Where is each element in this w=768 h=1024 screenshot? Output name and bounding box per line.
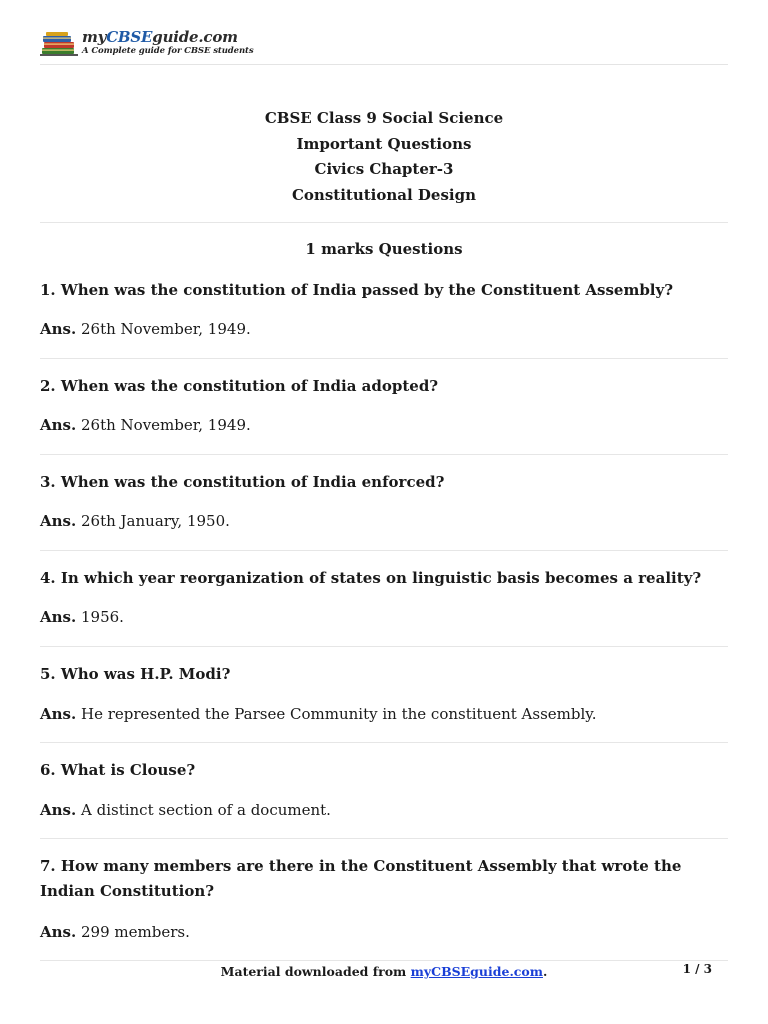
answer-text: He represented the Parsee Community in the constituent Assembly. xyxy=(81,705,597,723)
footer-period: . xyxy=(542,964,548,979)
question-3: 3. When was the constitution of India enforced? xyxy=(40,473,445,491)
answer-2 xyxy=(40,413,730,438)
section-heading: 1 marks Questions xyxy=(305,240,463,258)
divider xyxy=(40,838,728,839)
page-header xyxy=(40,26,728,65)
logo-wordmark: myCBSEguide.com xyxy=(82,28,238,47)
footer-text: Material downloaded from xyxy=(220,964,411,979)
title-line-topic: Constitutional Design xyxy=(291,185,477,204)
question-2: 2. When was the constitution of India adopted? xyxy=(40,377,439,395)
answer-3 xyxy=(40,509,730,534)
title-line-type: Important Questions xyxy=(296,134,472,153)
answer-label: Ans. xyxy=(40,320,77,338)
divider xyxy=(40,742,728,743)
title-line-class: CBSE Class 9 Social Science xyxy=(264,109,504,127)
question-7: 7. How many members are there in the Constituent Assembly that wrote the Indian Constitution? xyxy=(40,857,682,900)
answer-5 xyxy=(40,702,730,727)
divider xyxy=(40,454,728,455)
answer-1 xyxy=(40,317,730,342)
answer-7 xyxy=(40,920,730,945)
footer-site-link[interactable]: myCBSEguide.com xyxy=(410,964,543,979)
answer-text: 26th January, 1950. xyxy=(81,512,230,530)
answer-4 xyxy=(40,605,730,630)
site-logo[interactable] xyxy=(40,26,254,60)
question-4: 4. In which year reorganization of states on linguistic basis becomes a reality? xyxy=(40,569,702,587)
answer-text: 1956. xyxy=(81,608,124,626)
answer-label: Ans. xyxy=(40,705,77,723)
answer-text: 299 members. xyxy=(81,923,190,941)
footer-divider xyxy=(40,960,728,961)
answer-text: 26th November, 1949. xyxy=(81,416,251,434)
logo-tagline: A Complete guide for CBSE students xyxy=(82,46,254,57)
document-title xyxy=(0,106,768,208)
divider xyxy=(40,646,728,647)
answer-text: A distinct section of a document. xyxy=(81,801,331,819)
answer-label: Ans. xyxy=(40,416,77,434)
books-logo-icon xyxy=(40,28,78,58)
answer-label: Ans. xyxy=(40,512,77,530)
divider xyxy=(40,550,728,551)
divider xyxy=(40,222,728,223)
question-5: 5. Who was H.P. Modi? xyxy=(40,665,231,683)
answer-label: Ans. xyxy=(40,801,77,819)
answer-label: Ans. xyxy=(40,923,77,941)
page-number: 1 / 3 xyxy=(682,962,712,976)
answer-label: Ans. xyxy=(40,608,77,626)
question-1: 1. When was the constitution of India passed by the Constituent Assembly? xyxy=(40,281,674,299)
answer-6 xyxy=(40,798,730,823)
question-6: 6. What is Clouse? xyxy=(40,761,196,779)
divider xyxy=(40,358,728,359)
page-footer xyxy=(0,964,768,979)
answer-text: 26th November, 1949. xyxy=(81,320,251,338)
title-line-chapter: Civics Chapter-3 xyxy=(314,160,454,178)
